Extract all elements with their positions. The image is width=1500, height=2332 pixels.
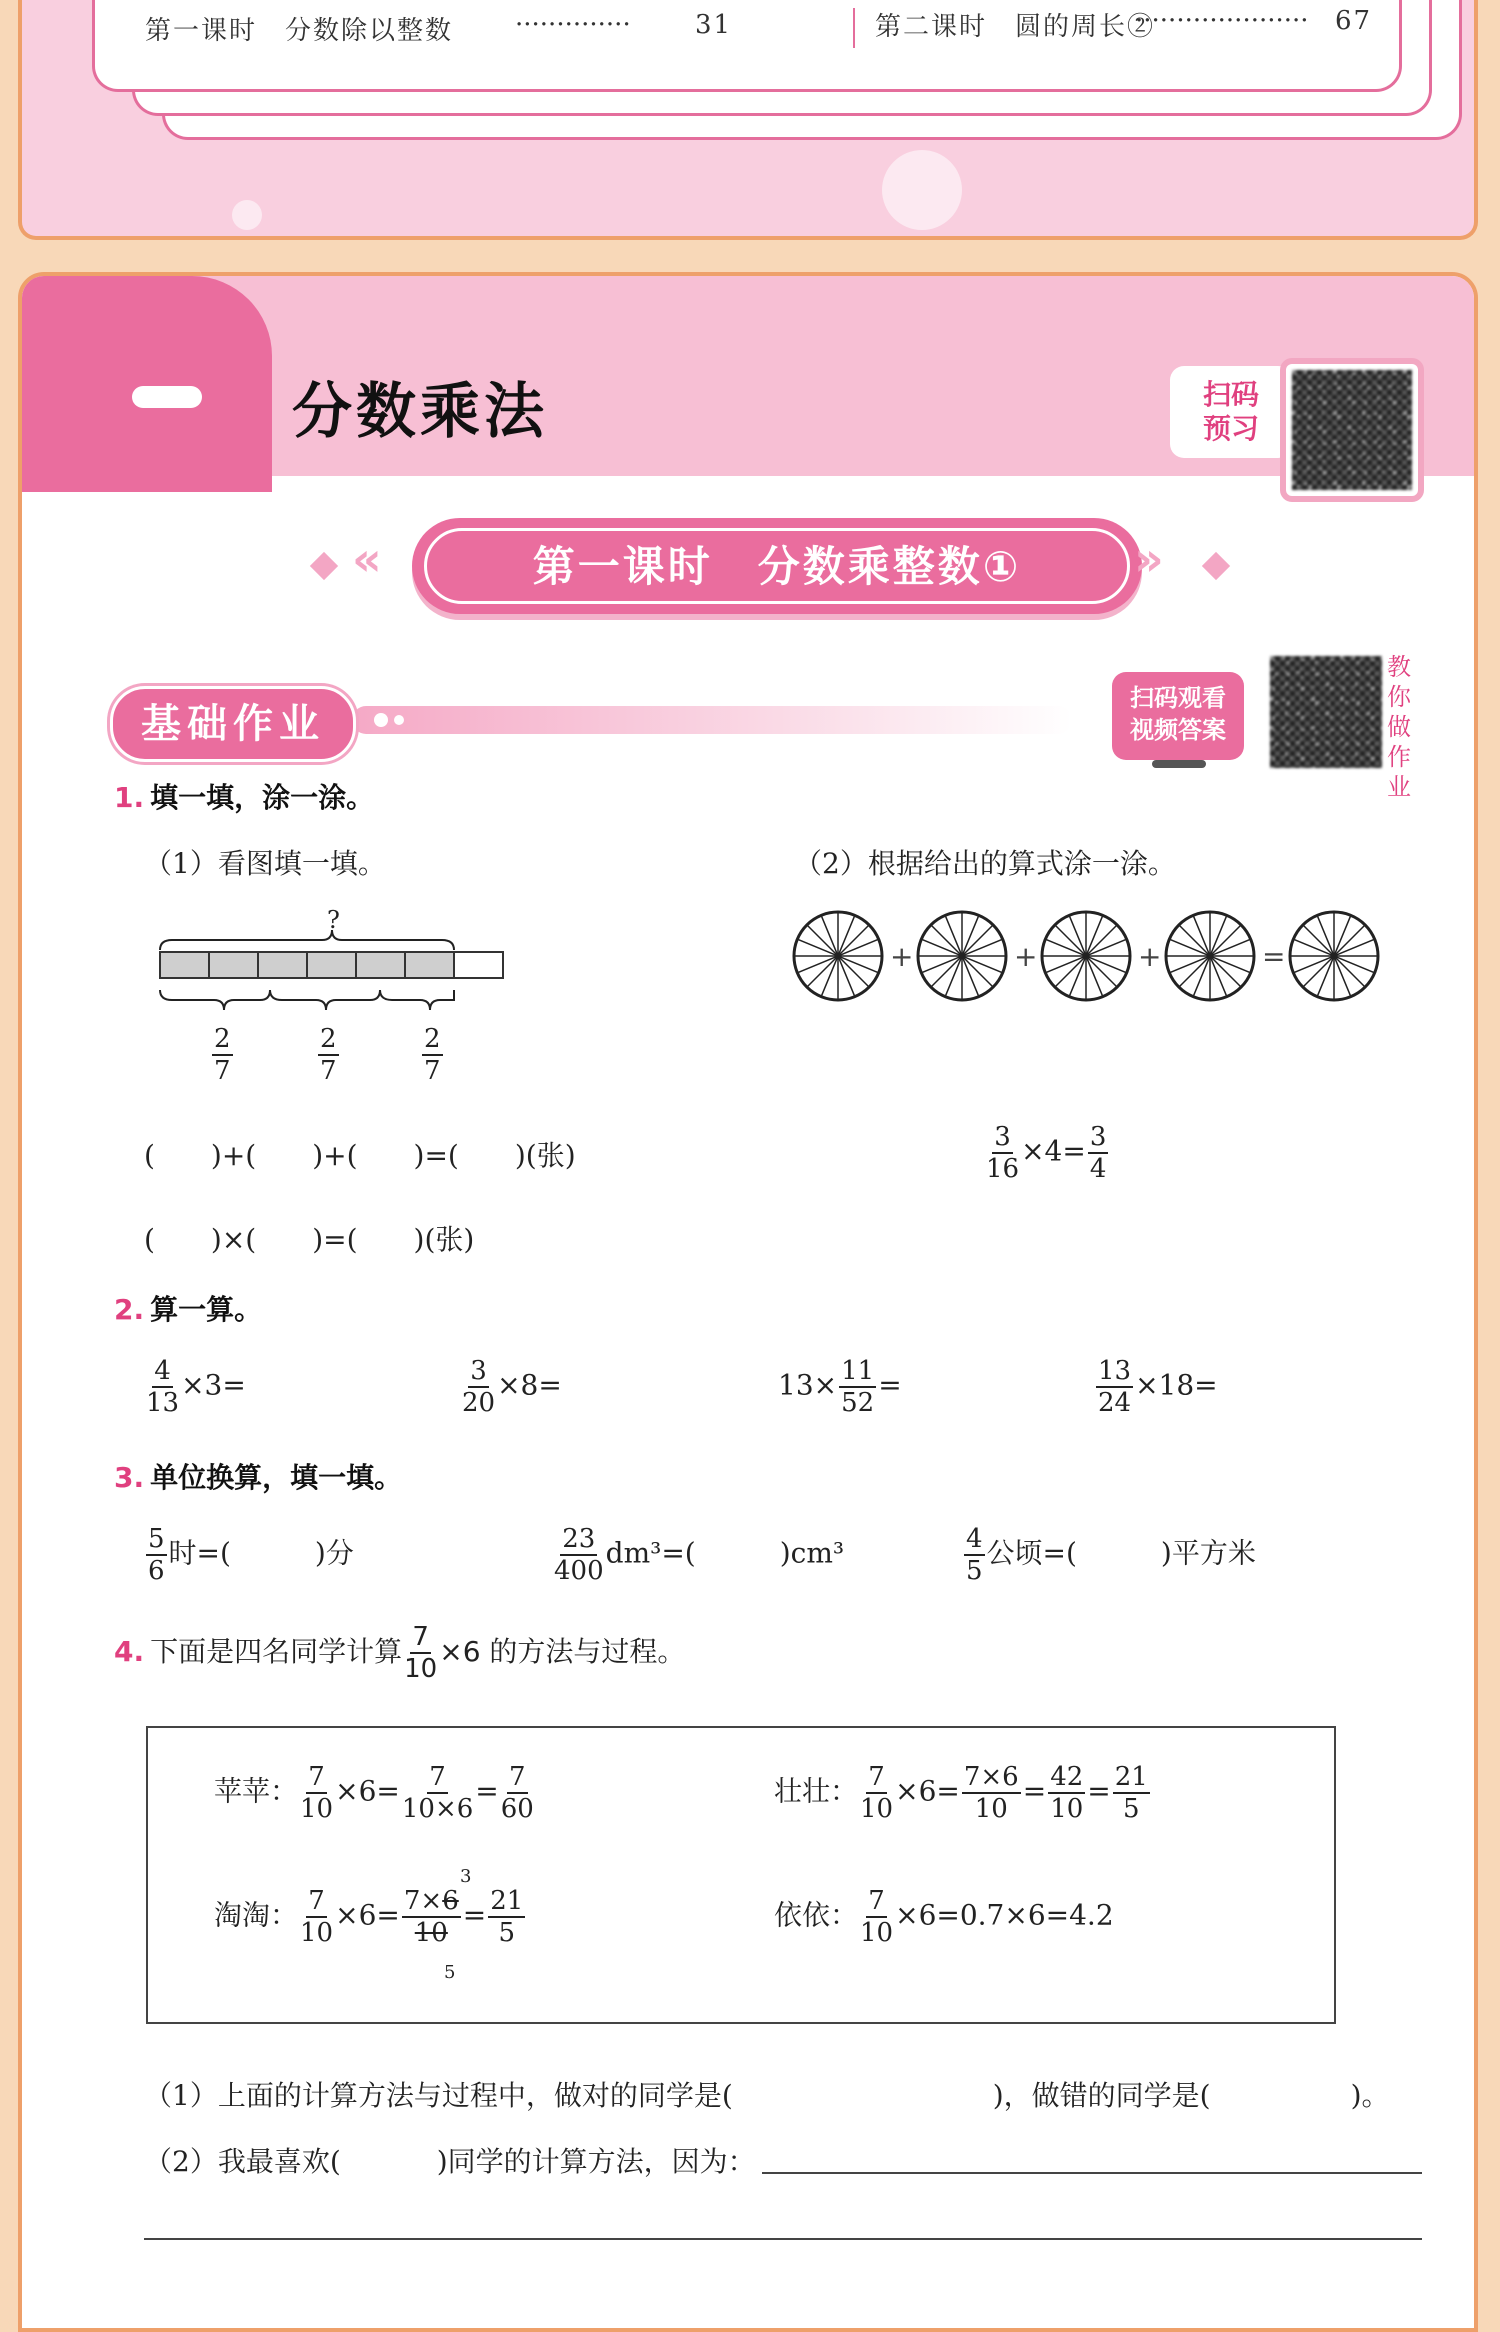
bar-cell-shaded xyxy=(405,952,454,978)
bar-cell-shaded xyxy=(209,952,258,978)
scan-preview-label[interactable] xyxy=(1170,366,1292,458)
unit-title: 分数乘法 xyxy=(292,377,548,447)
tv-stand-icon xyxy=(1152,760,1206,768)
q2-item: $\frac{4}{13}$ ×3= xyxy=(146,1356,246,1418)
question-text: 填一填，涂一涂。 xyxy=(150,781,375,814)
side-caption-char: 你 xyxy=(1387,683,1411,711)
section-title: 基础作业 xyxy=(110,686,356,762)
side-caption xyxy=(1384,652,1414,802)
fraction-wheel xyxy=(794,912,882,1000)
bar-cell-shaded xyxy=(160,952,209,978)
q2-item: 13× $\frac{11}{52}$ = xyxy=(778,1356,902,1418)
bar-fraction: $\frac{2}{7}$ xyxy=(320,1024,337,1086)
cancel-note-bottom: 5 xyxy=(444,1962,456,1983)
q2-item: $\frac{13}{24}$ ×18= xyxy=(1098,1356,1218,1418)
toc-page-front xyxy=(92,0,1402,92)
q3-item: $\frac{23}{400}$ dm³=( )cm³ xyxy=(554,1524,845,1586)
q2-item: $\frac{3}{20}$ ×8= xyxy=(462,1356,562,1418)
unit-number-mark xyxy=(132,386,202,408)
toc-divider xyxy=(853,8,855,48)
decor-diamond xyxy=(1202,552,1230,580)
worksheet-page xyxy=(18,272,1478,2332)
bar-fraction: $\frac{2}{7}$ xyxy=(214,1024,231,1086)
q4-sub2: （2）我最喜欢( )同学的计算方法，因为： xyxy=(144,2145,756,2178)
q1-sub2: （2）根据给出的算式涂一涂。 xyxy=(794,847,1176,880)
scan-label-line: 扫码 xyxy=(1202,378,1259,411)
side-caption-char: 作 xyxy=(1387,743,1411,771)
wheel-operator: + xyxy=(1138,940,1162,973)
decor-bubble xyxy=(232,200,262,230)
bottom-brace xyxy=(270,990,380,1010)
qr-code-icon xyxy=(1292,370,1412,490)
wheel-operator: + xyxy=(890,940,914,973)
diagram-question-mark: ? xyxy=(327,906,340,934)
bar-cell-shaded xyxy=(258,952,307,978)
fraction-wheel xyxy=(1290,912,1378,1000)
question-4-title: 4. 下面是四名同学计算 $\frac{7}{10}$ ×6 的方法与过程。 xyxy=(114,1622,686,1684)
video-answer-label[interactable] xyxy=(1112,672,1244,760)
decor-dot xyxy=(394,715,404,725)
toc-entry-left-label[interactable]: 第一课时 分数除以整数 xyxy=(145,16,454,46)
scan-label-line: 预习 xyxy=(1202,412,1259,445)
decor-bubble xyxy=(882,150,962,230)
bar-cell-shaded xyxy=(356,952,405,978)
toc-entry-right-dots: ····················· xyxy=(1135,6,1309,36)
side-caption-char: 业 xyxy=(1387,773,1411,801)
toc-entry-left-page: 31 xyxy=(695,10,733,40)
decor-diamond xyxy=(310,552,338,580)
q3-item: $\frac{5}{6}$ 时=( )分 xyxy=(148,1524,354,1586)
bar-cell-shaded xyxy=(307,952,356,978)
q4-sub1: （1）上面的计算方法与过程中，做对的同学是( )，做错的同学是( )。 xyxy=(144,2079,1390,2112)
q1-add-line: ( )+( )+( )=( )(张) xyxy=(144,1139,576,1172)
unit-number-tab xyxy=(22,276,272,492)
side-caption-char: 做 xyxy=(1387,713,1411,741)
q1-equation: $\frac{3}{16}$ ×4= $\frac{3}{4}$ xyxy=(986,1122,1107,1184)
wheel-operator: = xyxy=(1262,940,1286,973)
top-brace xyxy=(160,930,454,950)
method-pingping: 苹苹： $\frac{7}{10}$ ×6= $\frac{7}{10\times 6}$ = $\frac{7}{60}$ xyxy=(214,1762,534,1824)
q3-item: $\frac{4}{5}$ 公顷=( )平方米 xyxy=(966,1524,1256,1586)
video-label-line: 视频答案 xyxy=(1130,716,1226,744)
preview-qr-code[interactable] xyxy=(1280,358,1424,502)
cancel-note-top: 3 xyxy=(460,1866,472,1887)
toc-entry-right-label[interactable]: 第二课时 圆的周长② xyxy=(875,12,1156,42)
answer-qr-code[interactable] xyxy=(1270,656,1382,768)
bottom-brace xyxy=(160,990,270,1010)
decor-dot xyxy=(374,713,388,727)
wheel-operator: + xyxy=(1014,940,1038,973)
bar-cells xyxy=(160,952,503,978)
wheel-diagram xyxy=(792,896,1412,1016)
fraction-wheel xyxy=(918,912,1006,1000)
fraction-wheel xyxy=(1166,912,1254,1000)
question-3-title: 3. 单位换算，填一填。 xyxy=(114,1461,403,1494)
question-1-title xyxy=(114,776,374,816)
lesson-title: 第一课时 分数乘整数① xyxy=(424,528,1130,604)
decor-left-arrow-icon: « xyxy=(352,532,382,586)
toc-card-background xyxy=(18,0,1478,240)
q1-mul-line: ( )×( )=( )(张) xyxy=(144,1223,475,1256)
fraction-wheel xyxy=(1042,912,1130,1000)
bar-fraction: $\frac{2}{7}$ xyxy=(424,1024,441,1086)
method-taotao: 淘淘： $\frac{7}{10}$ ×6= $\frac{7\times 6}{10}$ = $\frac{21}{5}$ xyxy=(214,1886,524,1948)
bar-cell-empty xyxy=(454,952,503,978)
student-methods-box xyxy=(146,1726,1336,2024)
side-caption-char: 教 xyxy=(1387,653,1411,681)
lesson-banner xyxy=(412,518,1142,614)
q1-sub1: （1）看图填一填。 xyxy=(144,847,386,880)
method-zhuangzhuang: 壮壮： $\frac{7}{10}$ ×6= $\frac{7\times 6}{10}$ = $\frac{42}{10}$ = $\frac{21}{5}$ xyxy=(774,1762,1148,1824)
method-yiyi: 依依： $\frac{7}{10}$ ×6=0.7×6=4.2 xyxy=(774,1886,1114,1948)
video-label-line: 扫码观看 xyxy=(1130,684,1226,712)
question-number: 1. xyxy=(114,781,145,814)
bottom-brace xyxy=(380,990,454,1010)
answer-line[interactable] xyxy=(762,2172,1422,2174)
toc-entry-left-dots: ·············· xyxy=(515,10,631,40)
question-2-title: 2. 算一算。 xyxy=(114,1293,263,1326)
decor-right-arrow-icon: » xyxy=(1134,532,1164,586)
section-header-line xyxy=(352,706,1072,734)
bar-diagram xyxy=(142,906,562,1106)
answer-line[interactable] xyxy=(144,2238,1422,2240)
toc-entry-right-page: 67 xyxy=(1335,6,1373,36)
